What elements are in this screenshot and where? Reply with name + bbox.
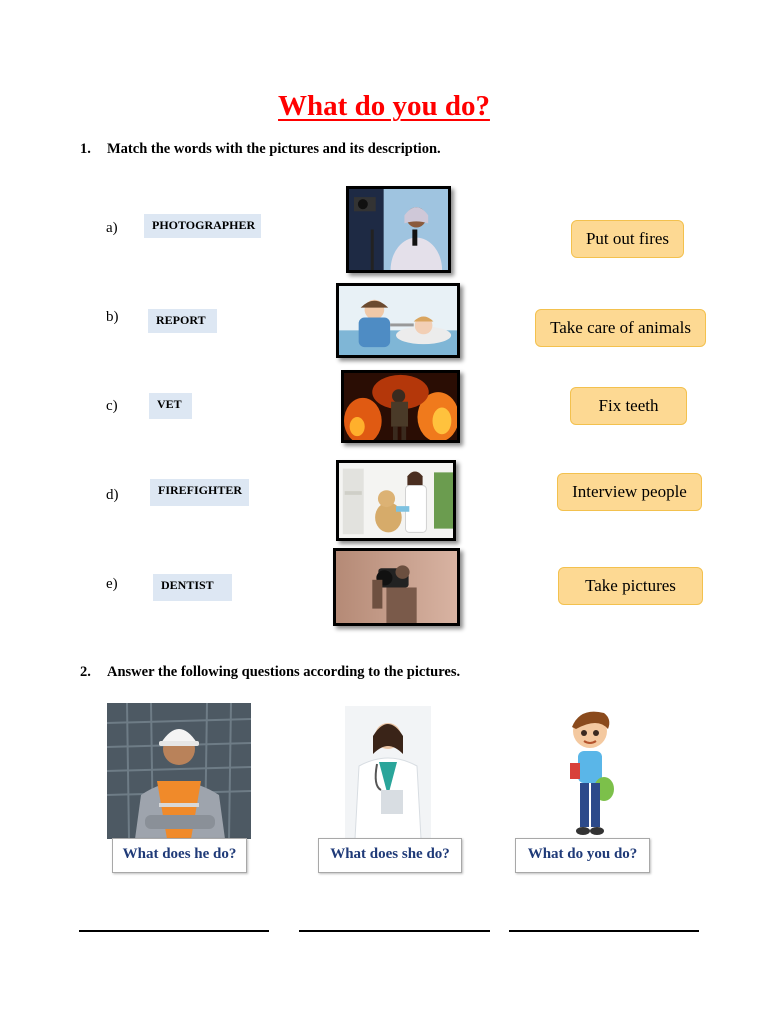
answer-line-2[interactable] [299, 930, 490, 932]
page-title: What do you do? [278, 90, 490, 122]
dentist-photo [336, 283, 460, 358]
section1-number: 1. [80, 141, 91, 157]
row-letter-c: c) [106, 398, 118, 414]
word-box-firefighter[interactable]: FIREFIGHTER [150, 479, 249, 506]
question-box-he: What does he do? [112, 838, 247, 873]
description-take-pictures[interactable]: Take pictures [558, 567, 703, 605]
section2-heading [80, 664, 680, 684]
engineer-photo [107, 703, 251, 839]
firefighter-photo [341, 370, 460, 443]
vet-photo [336, 460, 456, 541]
description-interview-people[interactable]: Interview people [557, 473, 702, 511]
section1-heading [80, 141, 680, 161]
photographer-photo [333, 548, 460, 626]
reporter-photo [346, 186, 451, 273]
word-box-report[interactable]: REPORT [148, 309, 217, 333]
description-fix-teeth[interactable]: Fix teeth [570, 387, 687, 425]
section2-number: 2. [80, 664, 91, 680]
row-letter-a: a) [106, 220, 118, 236]
row-letter-b: b) [106, 309, 119, 325]
description-take-care-of-animals[interactable]: Take care of animals [535, 309, 706, 347]
answer-line-1[interactable] [79, 930, 269, 932]
row-letter-d: d) [106, 487, 119, 503]
doctor-photo [345, 706, 431, 839]
description-put-out-fires[interactable]: Put out fires [571, 220, 684, 258]
section1-instruction: Match the words with the pictures and its description. [107, 141, 441, 157]
word-box-photographer[interactable]: PHOTOGRAPHER [144, 214, 261, 238]
word-box-dentist[interactable]: DENTIST [153, 574, 232, 601]
student-cartoon [562, 705, 618, 838]
answer-line-3[interactable] [509, 930, 699, 932]
row-letter-e: e) [106, 576, 118, 592]
section2-instruction: Answer the following questions according to the pictures. [107, 664, 461, 680]
question-box-you: What do you do? [515, 838, 650, 873]
word-box-vet[interactable]: VET [149, 393, 192, 419]
question-box-she: What does she do? [318, 838, 462, 873]
